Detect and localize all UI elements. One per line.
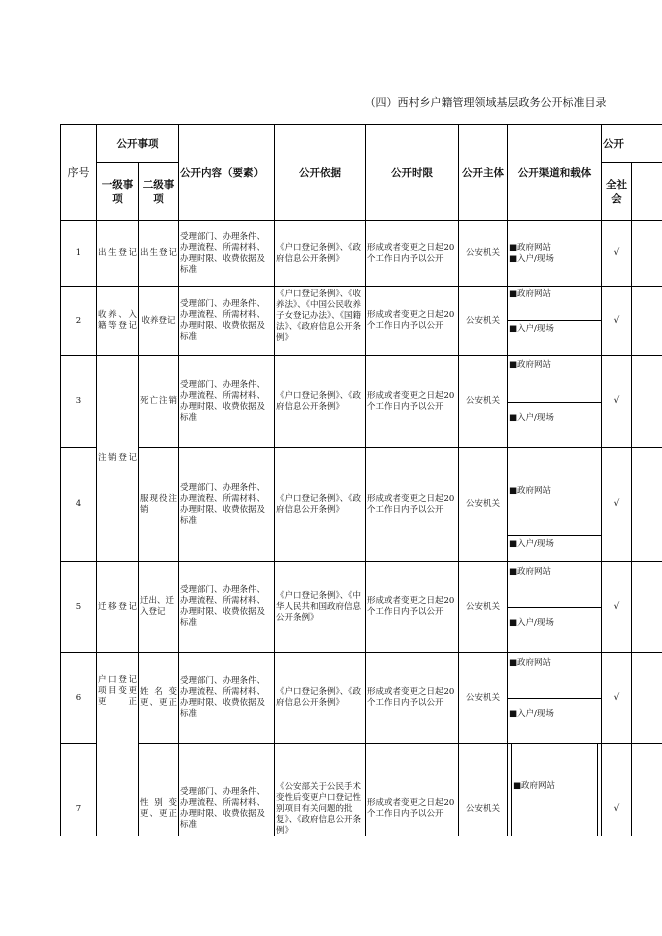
row-basis-text: 《户口登记条例》、《收养法》、《中国公民收养子女登记办法》、《国籍法》、《政府信息公开条例》 [276,289,362,343]
row-seq: 6 [61,653,97,744]
channel-web: ■政府网站 [509,242,552,253]
row-time: 形成或者变更之日起20个工作日内予以公开 [366,744,459,837]
header-subject: 公开主体 [459,125,508,221]
header-level1: 一级事项 [97,163,139,221]
row-level2: 服现役注销 [139,448,179,562]
row-subject: 公安机关 [459,287,508,356]
row-content: 受理部门、办理条件、办理流程、所需材料、办理时限、收费依据及标准 [179,356,275,448]
header-seq: 序号 [61,125,97,221]
row-content: 受理部门、办理条件、办理流程、所需材料、办理时限、收费依据及标准 [179,221,275,287]
row-basis: 《户口登记条例》、《政府信息公开条例》 [275,221,366,287]
row-level1: 迁移登记 [97,562,139,653]
row-basis: 《户口登记条例》、《政府信息公开条例》 [275,448,366,562]
row-time: 形成或者变更之日起20个工作日内予以公开 [366,287,459,356]
row-seq: 3 [61,356,97,448]
row-seq: 1 [61,221,97,287]
header-basis: 公开依据 [275,125,366,221]
channel-site: ■入户/现场 [509,709,554,719]
row-basis: 《公安部关于公民手术变性后变更户口登记性别项目有关问题的批复》、《政府信息公开条例》 [275,744,366,837]
row-content: 受理部门、办理条件、办理流程、所需材料、办理时限、收费依据及标准 [179,562,275,653]
title-text: （四）西村乡户籍管理领域基层政务公开标准目录 [364,95,607,109]
channel-web: ■政府网站 [508,356,601,403]
row-basis: 《户口登记条例》、《政府信息公开条例》 [275,356,366,448]
table-row [61,356,662,448]
row-seq: 7 [61,744,97,837]
row-subject: 公安机关 [459,448,508,562]
row-subject: 公安机关 [459,221,508,287]
channel-web: ■政府网站 [508,653,601,699]
row-basis [275,287,366,356]
row-channel [508,653,602,744]
catalog-table [60,80,662,836]
row-time: 形成或者变更之日起20个工作日内予以公开 [366,221,459,287]
header-time: 公开时限 [366,125,459,221]
row-channel [508,744,602,837]
row-time: 形成或者变更之日起20个工作日内予以公开 [366,562,459,653]
row-content: 受理部门、办理条件、办理流程、所需材料、办理时限、收费依据及标准 [179,744,275,837]
row-extra [632,221,662,287]
row-channel [508,448,602,562]
row-check: √ [602,448,632,562]
row-check: √ [602,221,632,287]
row-seq: 4 [61,448,97,562]
row-level2: 死亡注销 [139,356,179,448]
table-row [61,653,662,744]
row-extra [632,653,662,744]
channel-web: ■政府网站 [508,562,601,608]
row-check: √ [602,562,632,653]
row-check: √ [602,287,632,356]
row-seq: 2 [61,287,97,356]
table-title [61,80,662,125]
row-level2: 出生登记 [139,221,179,287]
row-subject: 公安机关 [459,562,508,653]
row-content: 受理部门、办理条件、办理流程、所需材料、办理时限、收费依据及标准 [179,287,275,356]
row-check: √ [602,653,632,744]
row-channel [508,356,602,448]
row-time: 形成或者变更之日起20个工作日内予以公开 [366,356,459,448]
header-content: 公开内容（要素） [179,125,275,221]
table-row [61,221,662,287]
header-society: 全社会 [602,163,632,221]
header-level2: 二级事项 [139,163,179,221]
row-subject: 公安机关 [459,356,508,448]
row-level1: 出生登记 [97,221,139,287]
row-check: √ [602,744,632,837]
channel-site: ■入户/现场 [509,324,554,334]
row-level1: 户口登记项目变更更正 [98,675,137,707]
catalog-sheet [60,80,662,836]
row-channel [508,221,602,287]
header-scope: 公开 [602,125,662,163]
table-row [61,448,662,562]
channel-site: ■入户/现场 [509,539,554,549]
table-row [61,287,662,356]
table-row [61,744,662,837]
row-level1: 收养、入籍等登记 [97,287,139,356]
channel-site: ■入户/现场 [509,413,554,423]
row-subject: 公安机关 [459,653,508,744]
row-extra [632,448,662,562]
channel-web: ■政府网站 [508,287,601,321]
row-time: 形成或者变更之日起20个工作日内予以公开 [366,653,459,744]
row-content: 受理部门、办理条件、办理流程、所需材料、办理时限、收费依据及标准 [179,653,275,744]
row-extra [632,744,662,837]
row-level2: 收养登记 [139,287,179,356]
row-seq: 5 [61,562,97,653]
row-level2: 性别变更、更正 [139,744,179,837]
header-channel: 公开渠道和载体 [508,125,602,221]
row-content: 受理部门、办理条件、办理流程、所需材料、办理时限、收费依据及标准 [179,448,275,562]
row-channel [508,287,602,356]
row-subject: 公安机关 [459,744,508,837]
header-scope-extra [632,163,662,221]
channel-site: ■入户/现场 [509,253,554,264]
header-matter: 公开事项 [97,125,179,163]
row-level2: 姓名变更、更正 [139,653,179,744]
row-level2: 迁出、迁入登记 [139,562,179,653]
row-extra [632,287,662,356]
channel-web: ■政府网站 [508,448,601,536]
row-basis: 《户口登记条例》、《政府信息公开条例》 [275,653,366,744]
row-level1-cell [97,653,139,837]
row-basis: 《户口登记条例》、《中华人民共和国政府信息公开条例》 [275,562,366,653]
channel-web: ■政府网站 [511,744,598,836]
row-extra [632,356,662,448]
row-time: 形成或者变更之日起20个工作日内予以公开 [366,448,459,562]
row-channel [508,562,602,653]
channel-site: ■入户/现场 [509,618,554,628]
row-check: √ [602,356,632,448]
row-extra [632,562,662,653]
row-level1: 注销登记 [97,356,139,562]
table-row [61,562,662,653]
